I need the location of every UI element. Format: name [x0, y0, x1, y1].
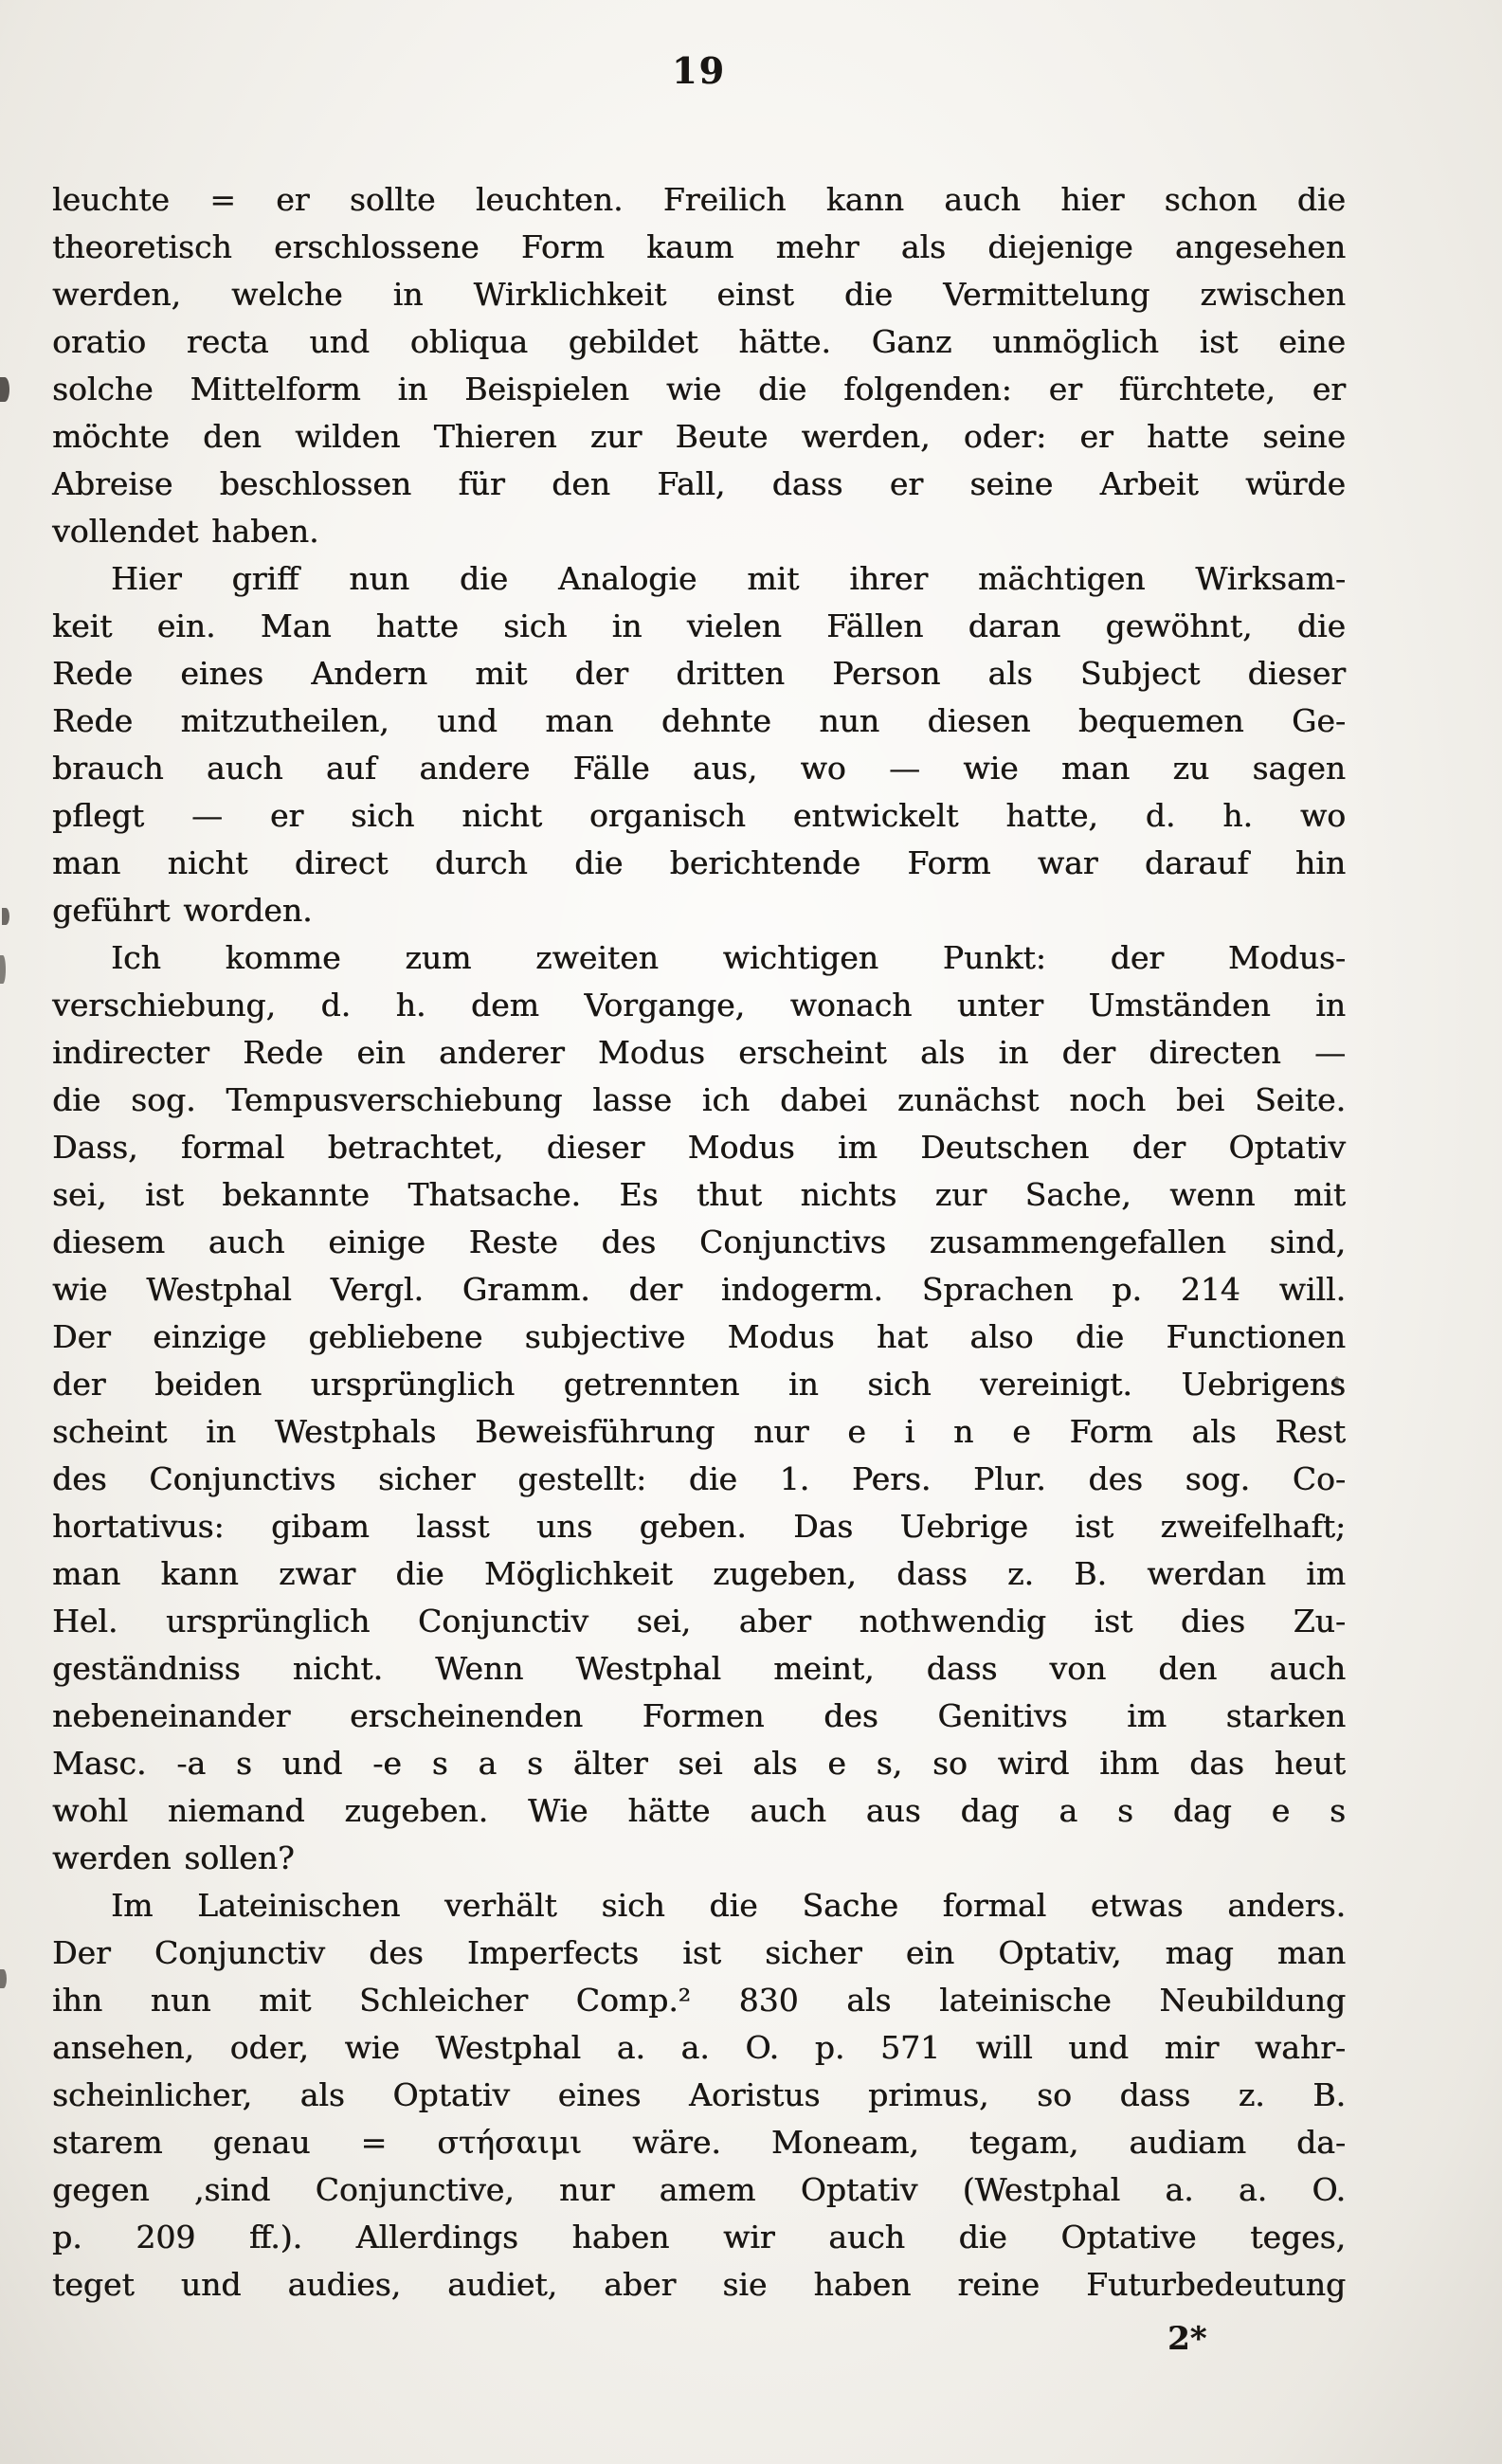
- text-line: werden, welche in Wirklichkeit einst die Vermittelung zwischen: [52, 276, 1346, 313]
- text-line: Rede mitzutheilen, und man dehnte nun diesen bequemen Ge-: [52, 702, 1346, 739]
- text-line: ihn nun mit Schleicher Comp.² 830 als lateinische Neubildung: [52, 1982, 1346, 2019]
- text-line: Masc. -a s und -e s a s älter sei als e s, so wird ihm das heut: [52, 1745, 1346, 1782]
- text-line: diesem auch einige Reste des Conjunctivs zusammengefallen sind,: [52, 1223, 1346, 1260]
- text-line: möchte den wilden Thieren zur Beute werden, oder: er hatte seine: [52, 418, 1346, 455]
- scan-artifact: [2, 908, 9, 925]
- text-line: Abreise beschlossen für den Fall, dass er seine Arbeit würde: [52, 465, 1346, 502]
- text-line: nebeneinander erscheinenden Formen des Genitivs im starken: [52, 1697, 1346, 1734]
- text-line: man nicht direct durch die berichtende Form war darauf hin: [52, 844, 1346, 881]
- text-line: Ich komme zum zweiten wichtigen Punkt: der Modus-: [111, 939, 1346, 976]
- text-line: die sog. Tempusverschiebung lasse ich dabei zunächst noch bei Seite.: [52, 1081, 1346, 1118]
- text-line: Rede eines Andern mit der dritten Person als Subject dieser: [52, 655, 1346, 692]
- text-line: keit ein. Man hatte sich in vielen Fällen daran gewöhnt, die: [52, 607, 1346, 644]
- text-line: werden sollen?: [52, 1839, 295, 1876]
- text-line: theoretisch erschlossene Form kaum mehr als diejenige angesehen: [52, 228, 1346, 265]
- text-line: Der Conjunctiv des Imperfects ist sicher ein Optativ, mag man: [52, 1934, 1346, 1971]
- text-line: verschiebung, d. h. dem Vorgange, wonach unter Umständen in: [52, 987, 1346, 1024]
- text-line: der beiden ursprünglich getrennten in sich vereinigt. Uebrigens: [52, 1366, 1346, 1403]
- scan-artifact: [0, 1969, 7, 1988]
- text-line: man kann zwar die Möglichkeit zugeben, dass z. B. werdan im: [52, 1555, 1346, 1592]
- text-line: sei, ist bekannte Thatsache. Es thut nichts zur Sache, wenn mit: [52, 1176, 1346, 1213]
- text-line: ansehen, oder, wie Westphal a. a. O. p. 571 will und mir wahr-: [52, 2029, 1346, 2066]
- text-line: pflegt — er sich nicht organisch entwickelt hatte, d. h. wo: [52, 797, 1346, 834]
- text-line: Hier griff nun die Analogie mit ihrer mächtigen Wirksam-: [111, 560, 1346, 597]
- text-line: des Conjunctivs sicher gestellt: die 1. Pers. Plur. des sog. Co-: [52, 1460, 1346, 1497]
- text-line: brauch auch auf andere Fälle aus, wo — wie man zu sagen: [52, 750, 1346, 787]
- text-line: solche Mittelform in Beispielen wie die folgenden: er fürchtete, er: [52, 371, 1346, 408]
- text-line: p. 209 ff.). Allerdings haben wir auch die Optative teges,: [52, 2219, 1346, 2256]
- scan-artifact: [1334, 1376, 1339, 1387]
- text-line: starem genau = στήσαιμι wäre. Moneam, tegam, audiam da-: [52, 2124, 1346, 2161]
- text-line: gegen ,sind Conjunctive, nur amem Optativ (Westphal a. a. O.: [52, 2171, 1346, 2208]
- text-line: scheinlicher, als Optativ eines Aoristus primus, so dass z. B.: [52, 2076, 1346, 2113]
- body-text: [52, 176, 1346, 2309]
- text-line: geführt worden.: [52, 892, 313, 929]
- text-line: vollendet haben.: [52, 513, 319, 550]
- text-line: wohl niemand zugeben. Wie hätte auch aus dag a s dag e s: [52, 1792, 1346, 1829]
- text-line: Hel. ursprünglich Conjunctiv sei, aber nothwendig ist dies Zu-: [52, 1603, 1346, 1640]
- text-line: scheint in Westphals Beweisführung nur e i n e Form als Rest: [52, 1413, 1346, 1450]
- scan-artifact: [0, 955, 6, 984]
- text-line: oratio recta und obliqua gebildet hätte. Ganz unmöglich ist eine: [52, 323, 1346, 360]
- text-line: teget und audies, audiet, aber sie haben reine Futurbedeutung: [52, 2266, 1346, 2303]
- text-line: wie Westphal Vergl. Gramm. der indogerm. Sprachen p. 214 will.: [52, 1271, 1346, 1308]
- text-line: Im Lateinischen verhält sich die Sache formal etwas anders.: [111, 1887, 1346, 1924]
- text-line: leuchte = er sollte leuchten. Freilich kann auch hier schon die: [52, 181, 1346, 218]
- text-line: Dass, formal betrachtet, dieser Modus im Deutschen der Optativ: [52, 1129, 1346, 1166]
- text-line: hortativus: gibam lasst uns geben. Das Uebrige ist zweifelhaft;: [52, 1508, 1346, 1545]
- page-number: 19: [672, 49, 726, 92]
- text-line: Der einzige gebliebene subjective Modus hat also die Functionen: [52, 1318, 1346, 1355]
- printer-signature-mark: 2*: [1167, 2320, 1207, 2358]
- text-line: geständniss nicht. Wenn Westphal meint, dass von den auch: [52, 1650, 1346, 1687]
- text-line: indirecter Rede ein anderer Modus erscheint als in der directen —: [52, 1034, 1346, 1071]
- scan-artifact: [0, 377, 9, 402]
